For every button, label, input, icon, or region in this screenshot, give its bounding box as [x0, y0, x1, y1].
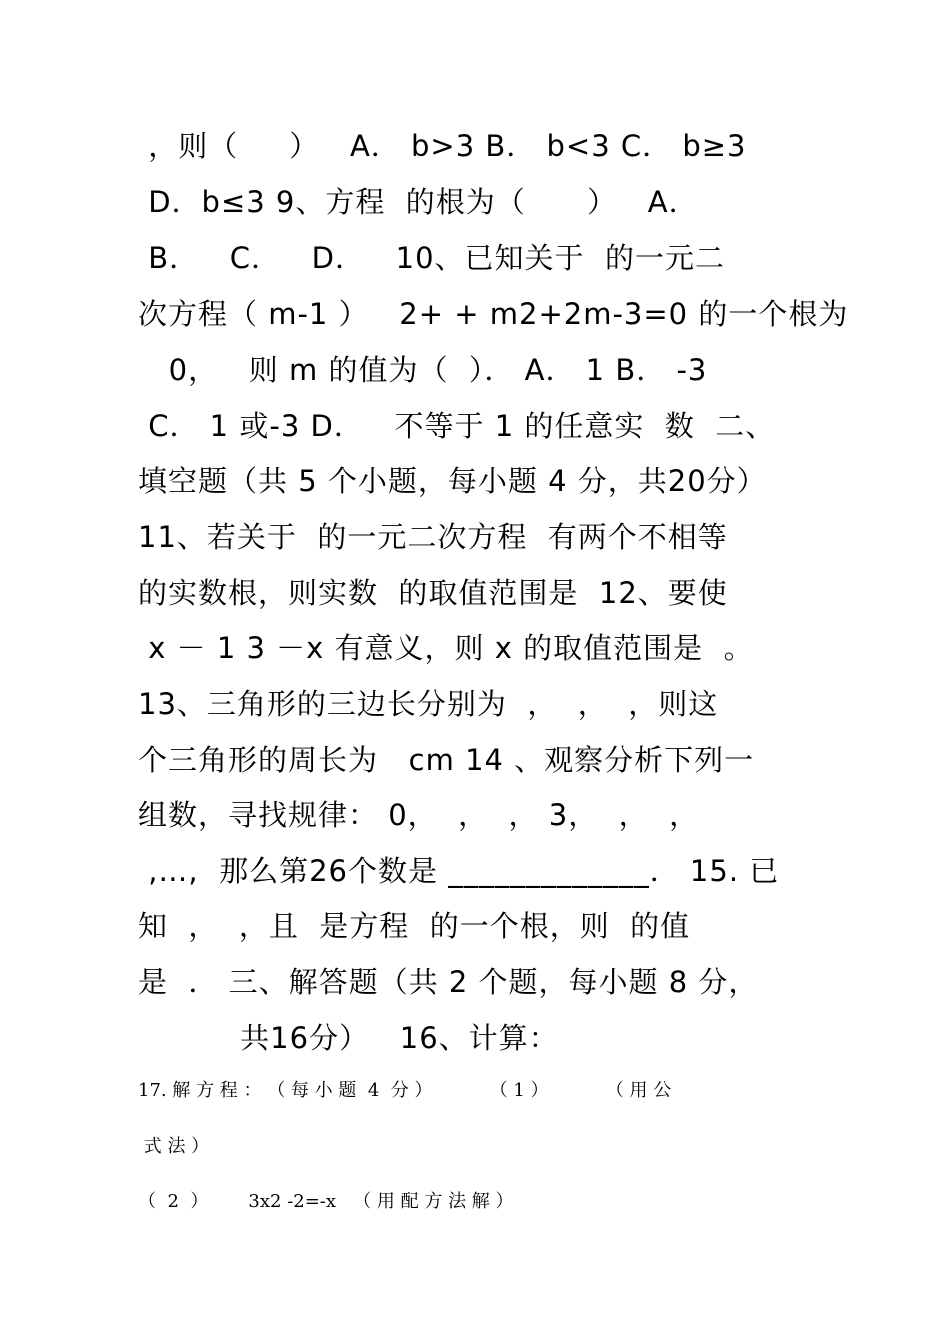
- text-line-16: 是 ． 三、解答题（共 2 个题，每小题 8 分，: [138, 965, 759, 999]
- problem-17-line-1: 17. 解 方 程 ： （ 每 小 题 4 分 ） （ 1 ） （ 用 公: [138, 1080, 672, 1101]
- text-line-13: 组数，寻找规律： 0， ， ， 3， ， ，: [138, 798, 700, 832]
- text-line-12: 个三角形的周长为 cm 14 、观察分析下列一: [138, 743, 755, 777]
- problem-17-line-2: 式 法 ）: [138, 1136, 210, 1157]
- text-line-8: 11、若关于 的一元二次方程 有两个不相等: [138, 520, 728, 554]
- text-line-15: 知 ， ，且 是方程 的一个根，则 的值: [138, 909, 691, 943]
- text-line-9: 的实数根，则实数 的取值范围是 12、要使: [138, 576, 728, 610]
- text-line-14: ,…, 那么第26个数是 _____________． 15. 已: [138, 854, 780, 888]
- text-line-11: 13、三角形的三边长分别为 ， ， ，则这: [138, 687, 719, 721]
- text-line-7: 填空题（共 5 个小题，每小题 4 分，共20分）: [138, 464, 767, 498]
- text-line-3: B． C． D． 10、已知关于 的一元二: [138, 241, 725, 275]
- problem-17-line-3: （ 2 ） 3x2 -2=-x （ 用 配 方 法 解 ）: [138, 1191, 514, 1212]
- text-line-4: 次方程（ m-1 ） 2+ + m2+2m-3=0 的一个根为: [138, 297, 849, 331]
- text-line-17: 共16分） 16、计算：: [138, 1021, 559, 1055]
- text-line-6: C． 1 或-3 D． 不等于 1 的任意实 数 二、: [138, 409, 776, 443]
- text-line-5: 0， 则 m 的值为（ ）． A． 1 B． -3: [138, 353, 708, 387]
- text-line-10: x － 1 3 －x 有意义，则 x 的取值范围是 。: [138, 631, 754, 665]
- text-line-1: ，则（ ） A． b>3 B． b<3 C． b≥3: [138, 129, 747, 163]
- text-line-2: D．b≤3 9、方程 的根为（ ） A．: [138, 185, 699, 219]
